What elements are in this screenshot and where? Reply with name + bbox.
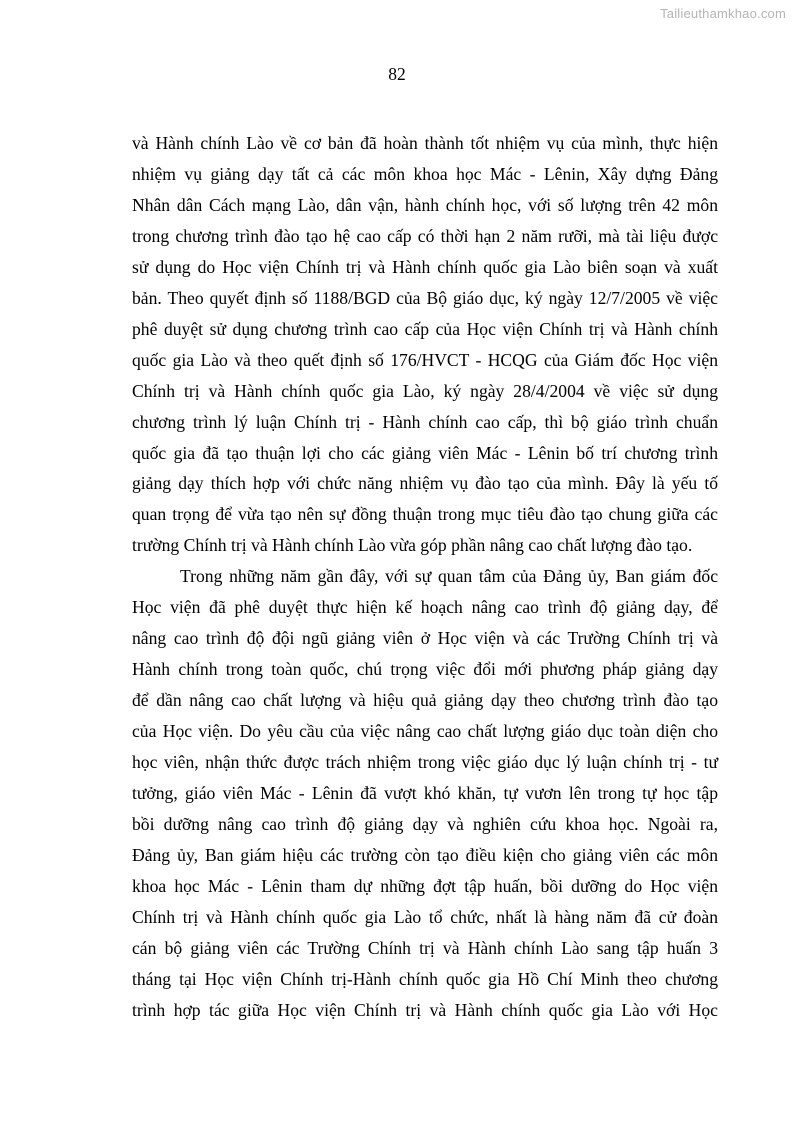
watermark-text: Tailieuthamkhao.com (660, 6, 786, 21)
text-line: trong chương trình đào tạo hệ cao cấp có thời hạn 2 năm rưỡi, mà tài liệu được (132, 225, 718, 246)
text-line: trường Chính trị và Hành chính Lào vừa góp phần nâng cao chất lượng đào tạo. (132, 535, 693, 556)
text-line: bồi dưỡng nâng cao trình độ giảng dạy và nghiên cứu khoa học. Ngoài ra, (132, 813, 718, 834)
text-line: quốc gia đã tạo thuận lợi cho các giảng viên Mác - Lênin bố trí chương trình (132, 442, 718, 463)
text-line: cán bộ giảng viên các Trường Chính trị và Hành chính Lào sang tập huấn 3 (132, 937, 718, 958)
paragraph-1 (132, 128, 718, 561)
text-line: Hành chính trong toàn quốc, chú trọng việc đổi mới phương pháp giảng dạy (132, 659, 718, 680)
text-line: để dần nâng cao chất lượng và hiệu quả giảng dạy theo chương trình đào tạo (132, 690, 718, 711)
text-line: chương trình lý luận Chính trị - Hành chính cao cấp, thì bộ giáo trình chuẩn (132, 411, 718, 432)
text-line: Đảng ủy, Ban giám hiệu các trường còn tạo điều kiện cho giảng viên các môn (132, 844, 718, 865)
text-line: Trong những năm gần đây, với sự quan tâm của Đảng ủy, Ban giám đốc (180, 566, 718, 587)
page-number: 82 (388, 64, 406, 84)
text-line: của Học viện. Do yêu cầu của việc nâng cao chất lượng giáo dục toàn diện cho (132, 721, 718, 742)
text-line: Chính trị và Hành chính quốc gia Lào tổ chức, nhất là hàng năm đã cử đoàn (132, 906, 718, 927)
text-line: Học viện đã phê duyệt thực hiện kế hoạch nâng cao trình độ giảng dạy, để (132, 597, 718, 618)
text-line: quốc gia Lào và theo quết định số 176/HVCT - HCQG của Giám đốc Học viện (132, 349, 718, 370)
text-line: quan trọng để vừa tạo nên sự đồng thuận trong mục tiêu đào tạo chung giữa các (132, 504, 718, 525)
text-line: phê duyệt sử dụng chương trình cao cấp của Học viện Chính trị và Hành chính (132, 318, 718, 339)
paragraph-2 (132, 561, 718, 1025)
text-line: khoa học Mác - Lênin tham dự những đợt tập huấn, bồi dưỡng do Học viện (132, 875, 718, 896)
document-body (132, 128, 718, 1026)
text-line: học viên, nhận thức được trách nhiệm trong việc giáo dục lý luận chính trị - tư (132, 752, 718, 773)
text-line: tháng tại Học viện Chính trị-Hành chính quốc gia Hồ Chí Minh theo chương (132, 968, 718, 989)
text-line: bản. Theo quyết định số 1188/BGD của Bộ giáo dục, ký ngày 12/7/2005 về việc (132, 287, 718, 308)
text-line: giảng dạy thích hợp với chức năng nhiệm vụ đào tạo của mình. Đây là yếu tố (132, 473, 718, 494)
text-line: nhiệm vụ giảng dạy tất cả các môn khoa học Mác - Lênin, Xây dựng Đảng (132, 163, 718, 184)
text-line: và Hành chính Lào về cơ bản đã hoàn thành tốt nhiệm vụ của mình, thực hiện (132, 133, 718, 153)
text-line: Chính trị và Hành chính quốc gia Lào, ký ngày 28/4/2004 về việc sử dụng (132, 380, 718, 401)
text-line: tưởng, giáo viên Mác - Lênin đã vượt khó khăn, tự vươn lên trong tự học tập (132, 783, 718, 804)
text-line: nâng cao trình độ đội ngũ giảng viên ở Học viện và các Trường Chính trị và (132, 628, 718, 649)
text-line: Nhân dân Cách mạng Lào, dân vận, hành chính học, với số lượng trên 42 môn (132, 194, 718, 215)
text-line: sử dụng do Học viện Chính trị và Hành chính quốc gia Lào biên soạn và xuất (132, 256, 718, 277)
text-line: trình hợp tác giữa Học viện Chính trị và Hành chính quốc gia Lào với Học (132, 999, 718, 1020)
